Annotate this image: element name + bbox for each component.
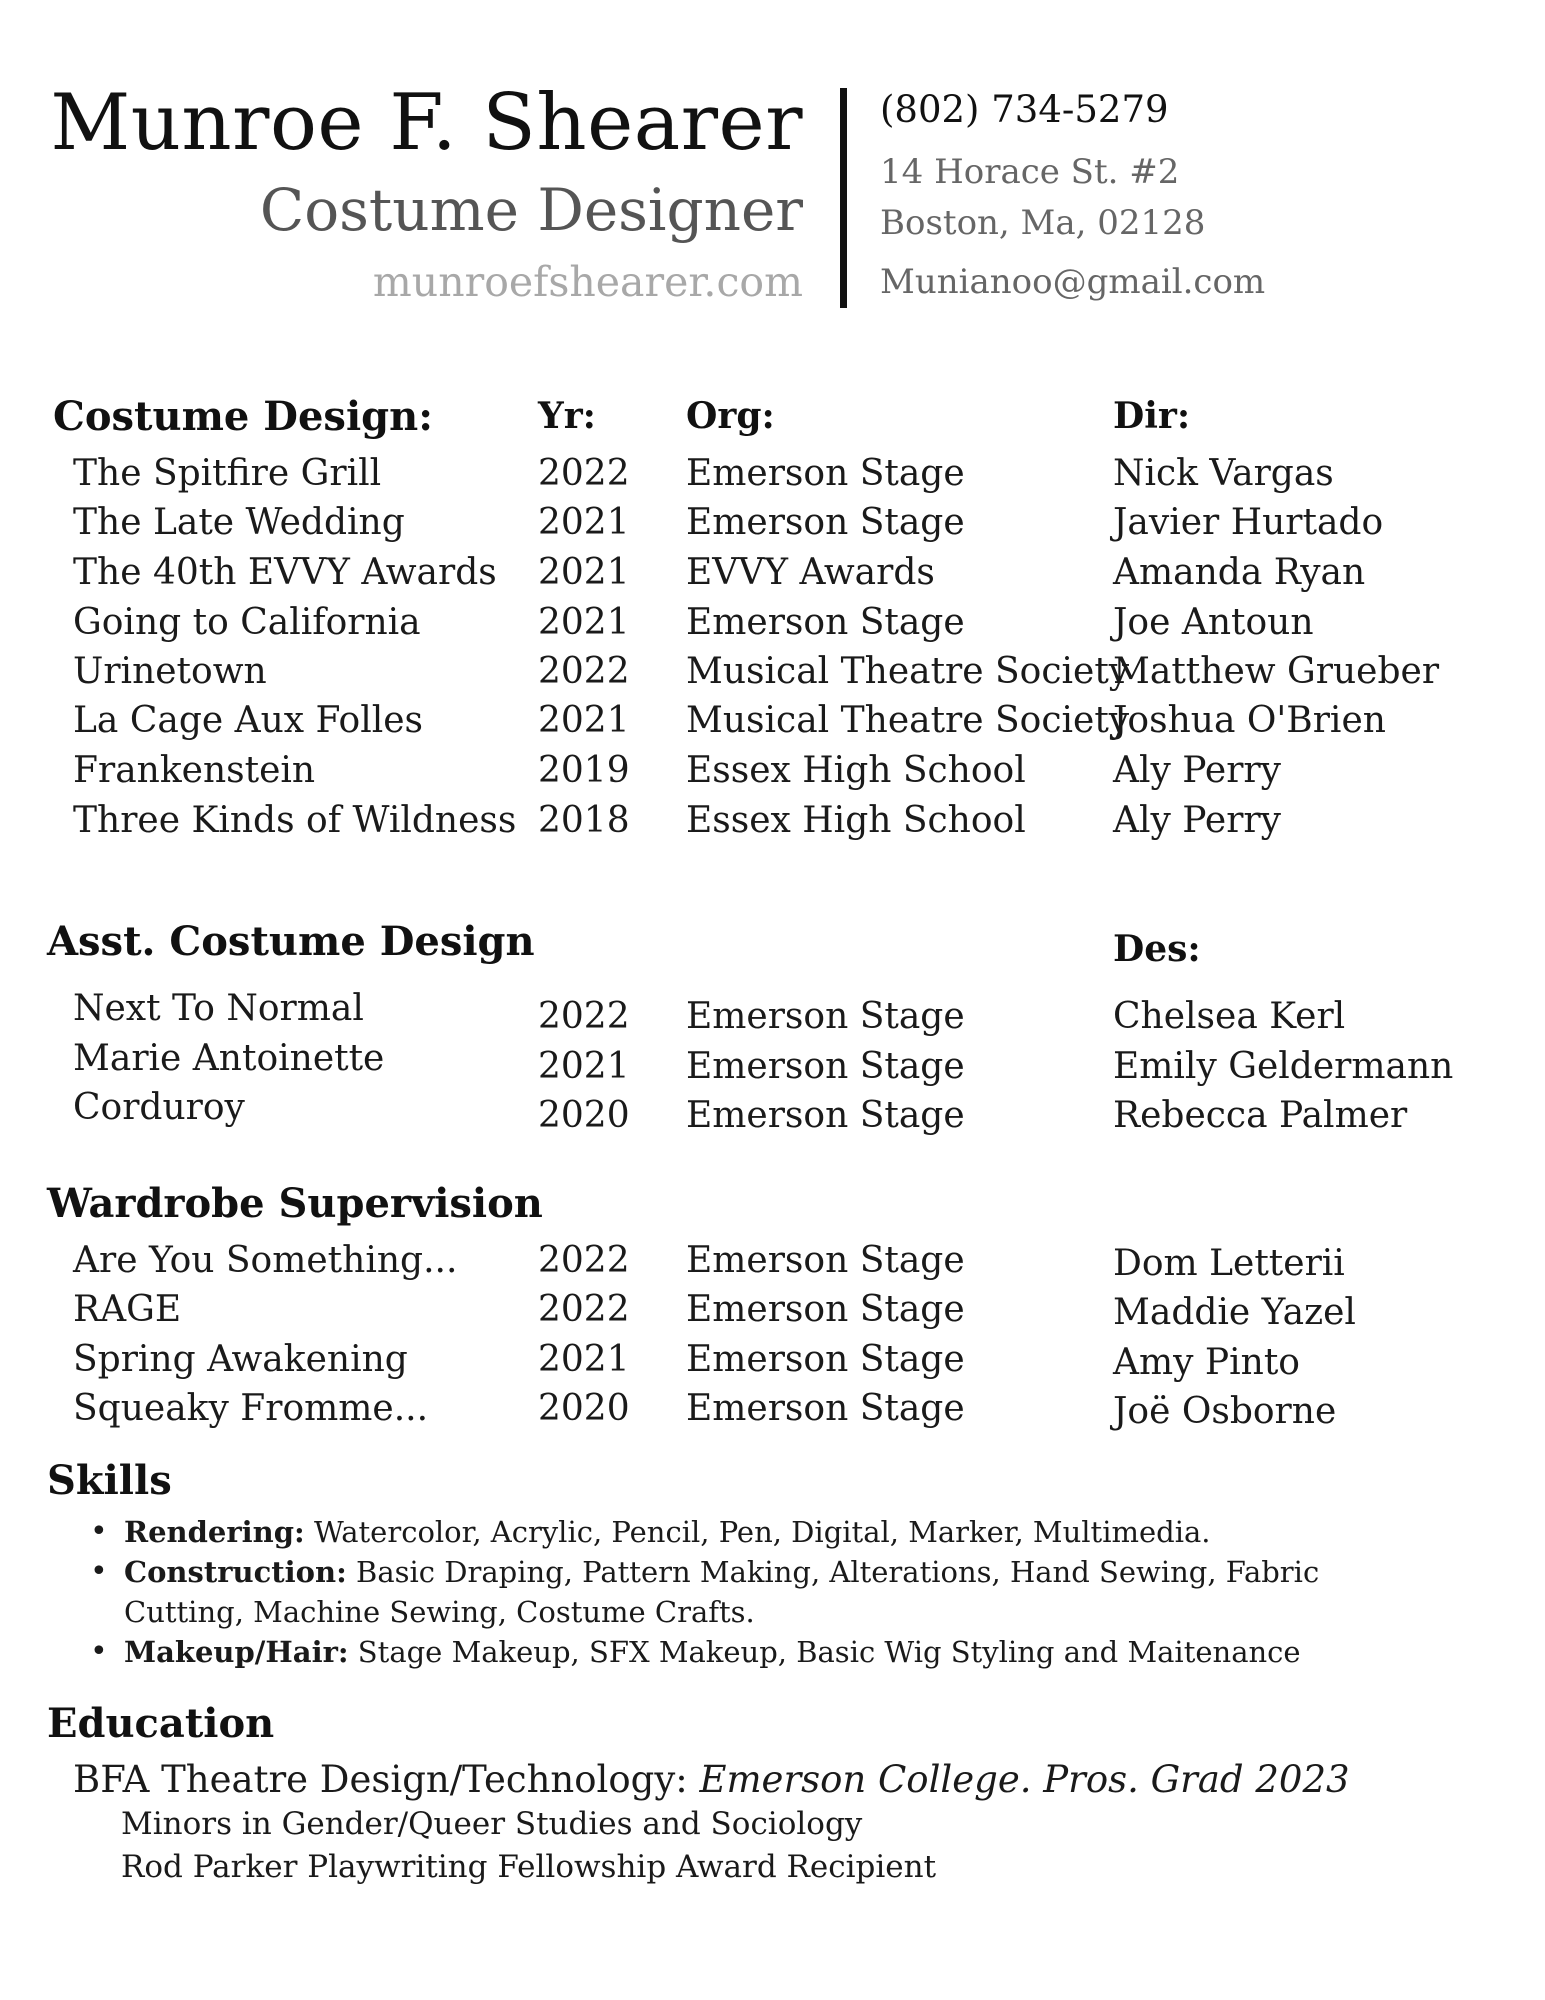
resume-name: Munroe F. Shearer: [50, 78, 803, 168]
show-year: 2022: [538, 651, 630, 692]
phone-number: (802) 734-5279: [880, 88, 1169, 131]
show-year: 2022: [538, 996, 630, 1037]
show-title: La Cage Aux Folles: [73, 700, 424, 741]
credit-row: [0, 1339, 1545, 1389]
show-year: 2021: [538, 602, 630, 643]
credit-row: [0, 988, 1545, 1038]
show-person: Amy Pinto: [1113, 1342, 1300, 1383]
school-name: Emerson College. Pros. Grad 2023: [699, 1758, 1350, 1801]
credit-row: [0, 453, 1545, 503]
skill-label: Makeup/Hair:: [124, 1635, 349, 1669]
show-year: 2019: [538, 750, 630, 791]
director-column-heading: Dir:: [1113, 395, 1191, 437]
show-director: Aly Perry: [1113, 800, 1281, 841]
show-title: Spring Awakening: [73, 1339, 408, 1380]
show-org: Emerson Stage: [686, 1046, 965, 1087]
education-minors: Minors in Gender/Queer Studies and Sociology: [121, 1806, 863, 1842]
show-director: Joe Antoun: [1113, 602, 1314, 643]
show-org: Emerson Stage: [686, 1339, 965, 1380]
show-year: 2021: [538, 1339, 630, 1380]
skill-label: Rendering:: [124, 1515, 305, 1549]
show-person: Joë Osborne: [1113, 1391, 1337, 1432]
show-title: Urinetown: [73, 651, 267, 692]
designer-column-heading: Des:: [1113, 928, 1201, 970]
show-year: 2021: [538, 1046, 630, 1087]
credit-row: [0, 1087, 1545, 1137]
show-org: Emerson Stage: [686, 1095, 965, 1136]
show-org: Emerson Stage: [686, 1240, 965, 1281]
skill-item: [0, 1552, 1364, 1632]
show-director: Amanda Ryan: [1113, 552, 1366, 593]
show-designer: Emily Geldermann: [1113, 1046, 1454, 1087]
org-column-heading: Org:: [686, 395, 775, 437]
show-title: The 40th EVVY Awards: [73, 552, 497, 593]
skills-heading: Skills: [47, 1457, 172, 1504]
show-year: 2021: [538, 700, 630, 741]
show-title: Going to California: [73, 602, 421, 643]
credit-row: [0, 651, 1545, 701]
wardrobe-heading: Wardrobe Supervision: [47, 1180, 543, 1227]
skill-text: Stage Makeup, SFX Makeup, Basic Wig Styling and Maitenance: [348, 1635, 1301, 1669]
show-title: Are You Something...: [73, 1240, 458, 1281]
credit-row: [0, 800, 1545, 850]
show-title: Squeaky Fromme...: [73, 1388, 429, 1429]
year-column-heading: Yr:: [538, 395, 596, 437]
show-org: Emerson Stage: [686, 1289, 965, 1330]
credit-row: [0, 602, 1545, 652]
show-org: Emerson Stage: [686, 602, 965, 643]
show-year: 2018: [538, 800, 630, 841]
skill-text: Watercolor, Acrylic, Pencil, Pen, Digital, Marker, Multimedia.: [304, 1515, 1211, 1549]
show-year: 2021: [538, 502, 630, 543]
skill-item: [0, 1632, 1364, 1672]
show-org: EVVY Awards: [686, 552, 935, 593]
show-title: Marie Antoinette: [73, 1038, 385, 1079]
education-award: Rod Parker Playwriting Fellowship Award Recipient: [121, 1849, 937, 1885]
show-title: RAGE: [73, 1289, 182, 1330]
show-org: Emerson Stage: [686, 996, 965, 1037]
show-year: 2022: [538, 1240, 630, 1281]
show-year: 2020: [538, 1388, 630, 1429]
skill-item: [0, 1512, 1364, 1552]
show-person: Dom Letterii: [1113, 1243, 1345, 1284]
credit-row: [0, 700, 1545, 750]
show-director: Aly Perry: [1113, 750, 1281, 791]
skills-list: [0, 1512, 1545, 1672]
show-org: Essex High School: [686, 750, 1026, 791]
header-divider: [840, 88, 847, 308]
show-year: 2022: [538, 1289, 630, 1330]
degree-name: BFA Theatre Design/Technology:: [73, 1758, 700, 1801]
address-line-1: 14 Horace St. #2: [880, 152, 1180, 192]
show-director: Joshua O'Brien: [1113, 700, 1386, 741]
show-org: Emerson Stage: [686, 1388, 965, 1429]
show-director: Matthew Grueber: [1113, 651, 1440, 692]
resume-role: Costume Designer: [259, 176, 803, 244]
show-year: 2022: [538, 453, 630, 494]
skill-label: Construction:: [124, 1555, 347, 1589]
asst-design-heading: Asst. Costume Design: [47, 918, 535, 965]
costume-design-heading: Costume Design:: [53, 393, 433, 440]
show-year: 2021: [538, 552, 630, 593]
show-org: Emerson Stage: [686, 502, 965, 543]
show-org: Essex High School: [686, 800, 1026, 841]
show-director: Javier Hurtado: [1113, 502, 1384, 543]
credit-row: [0, 1038, 1545, 1088]
credit-row: [0, 552, 1545, 602]
website-link[interactable]: munroefshearer.com: [372, 258, 803, 306]
credit-row: [0, 750, 1545, 800]
show-title: Corduroy: [73, 1087, 245, 1128]
credit-row: [0, 1388, 1545, 1438]
show-person: Maddie Yazel: [1113, 1292, 1356, 1333]
show-title: Frankenstein: [73, 750, 316, 791]
show-year: 2020: [538, 1095, 630, 1136]
address-line-2: Boston, Ma, 02128: [880, 203, 1206, 243]
show-director: Nick Vargas: [1113, 453, 1334, 494]
education-heading: Education: [47, 1700, 275, 1747]
skill-text: Basic Draping, Pattern Making, Alterations, Hand Sewing, Fabric Cutting, Machine Sewing, Costume Crafts.: [124, 1555, 1320, 1629]
show-org: Emerson Stage: [686, 453, 965, 494]
show-org: Musical Theatre Society: [686, 651, 1130, 692]
email-link[interactable]: Munianoo@gmail.com: [880, 262, 1266, 302]
show-title: Next To Normal: [73, 988, 364, 1029]
show-title: Three Kinds of Wildness: [73, 800, 517, 841]
show-title: The Late Wedding: [73, 502, 405, 543]
show-org: Musical Theatre Society: [686, 700, 1130, 741]
credit-row: [0, 502, 1545, 552]
education-degree: [73, 1758, 1350, 1801]
credit-row: [0, 1289, 1545, 1339]
show-designer: Rebecca Palmer: [1113, 1095, 1408, 1136]
show-title: The Spitfire Grill: [73, 453, 382, 494]
show-designer: Chelsea Kerl: [1113, 996, 1346, 1037]
credit-row: [0, 1240, 1545, 1290]
